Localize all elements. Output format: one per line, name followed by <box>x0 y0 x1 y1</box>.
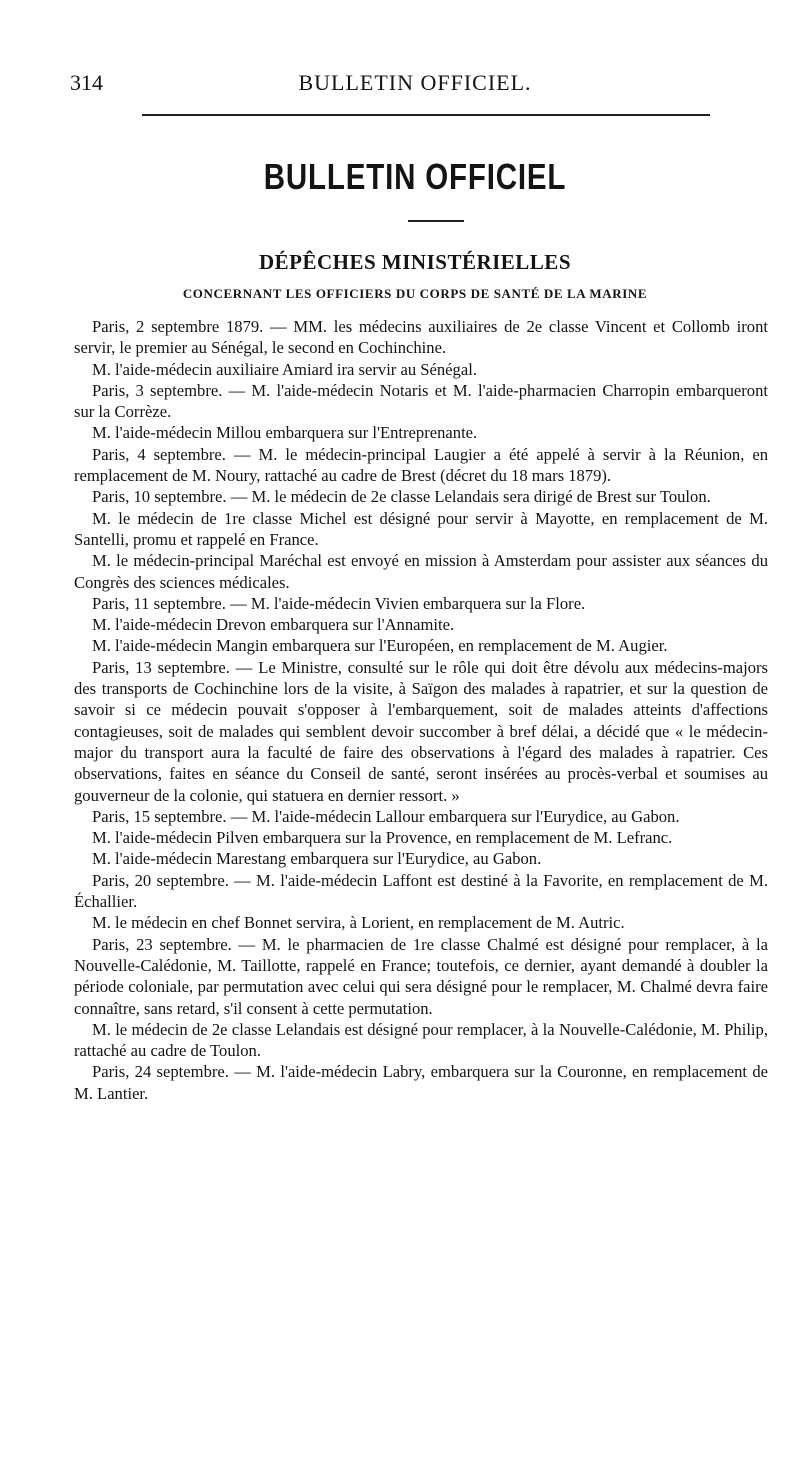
main-title: BULLETIN OFFICIEL <box>263 156 567 197</box>
paragraph: Paris, 2 septembre 1879. — MM. les médecins auxiliaires de 2e classe Vincent et Collomb iront servir, le premier au Sénégal, le second en Cochinchine. <box>74 317 768 358</box>
paragraph: Paris, 11 septembre. — M. l'aide-médecin Vivien embarquera sur la Flore. <box>92 593 586 613</box>
paragraph: M. l'aide-médecin auxiliaire Amiard ira servir au Sénégal. <box>92 359 477 379</box>
paragraph: M. le médecin de 1re classe Michel est désigné pour servir à Mayotte, en remplacement de M. Santelli, promu et rappelé en France. <box>74 508 768 549</box>
paragraph: M. le médecin en chef Bonnet servira, à Lorient, en remplacement de M. Autric. <box>92 913 625 933</box>
paragraph: M. l'aide-médecin Marestang embarquera sur l'Eurydice, au Gabon. <box>92 849 542 869</box>
body-text <box>74 316 768 1104</box>
paragraph: Paris, 23 septembre. — M. le pharmacien de 1re classe Chalmé est désigné pour remplacer, à la Nouvelle-Calédonie, M. Taillotte, rappelé en France; toutefois, ce dernier, ayant demandé à doubler la période coloniale, par permutation avec celui qui sera désigné pour le remplacer, M. Chalmé devra faire connaître, sans retard, s'il consent à cette permutation. <box>74 934 768 1018</box>
page-number: 314 <box>70 70 103 95</box>
paragraph: M. l'aide-médecin Mangin embarquera sur l'Européen, en remplacement de M. Augier. <box>92 636 668 656</box>
paragraph: M. l'aide-médecin Drevon embarquera sur l'Annamite. <box>92 615 455 635</box>
paragraph: Paris, 24 septembre. — M. l'aide-médecin Labry, embarquera sur la Couronne, en remplacement de M. Lantier. <box>74 1062 768 1103</box>
paragraph: M. le médecin-principal Maréchal est envoyé en mission à Amsterdam pour assister aux séances du Congrès des sciences médicales. <box>74 551 768 592</box>
section-subtitle: CONCERNANT LES OFFICIERS DU CORPS DE SANTÉ DE LA MARINE <box>182 286 648 301</box>
paragraph: Paris, 4 septembre. — M. le médecin-principal Laugier a été appelé à servir à la Réunion, en remplacement de M. Noury, rattaché au cadre de Brest (décret du 18 mars 1879). <box>74 444 768 486</box>
paragraph: M. l'aide-médecin Millou embarquera sur l'Entreprenante. <box>92 423 478 443</box>
running-header <box>70 70 760 100</box>
paragraph: M. le médecin de 2e classe Lelandais est désigné pour remplacer, à la Nouvelle-Calédonie, M. Philip, rattaché au cadre de Toulon. <box>74 1019 768 1061</box>
header-rule <box>142 114 710 116</box>
paragraph: Paris, 10 septembre. — M. le médecin de 2e classe Lelandais sera dirigé de Brest sur Toulon. <box>92 487 711 507</box>
running-title: BULLETIN OFFICIEL. <box>298 70 532 95</box>
paragraph: Paris, 15 septembre. — M. l'aide-médecin Lallour embarquera sur l'Eurydice, au Gabon. <box>92 806 680 826</box>
paragraph: Paris, 3 septembre. — M. l'aide-médecin Notaris et M. l'aide-pharmacien Charropin embarqueront sur la Corrèze. <box>74 380 768 422</box>
paragraph: M. l'aide-médecin Pilven embarquera sur la Provence, en remplacement de M. Lefranc. <box>92 828 673 848</box>
title-rule <box>408 220 464 222</box>
paragraph: Paris, 20 septembre. — M. l'aide-médecin Laffont est destiné à la Favorite, en remplacement de M. Échallier. <box>74 870 768 912</box>
paragraph: Paris, 13 septembre. — Le Ministre, consulté sur le rôle qui doit être dévolu aux médecins-majors des transports de Cochinchine lors de la visite, à Saïgon des malades à rapatrier, et sur la question de savoir si ce médecin pouvait s'opposer à l'embarquement, soit de malades atteints d'affections contagieuses, soit de malades qui semblent devoir succomber à bref délai, a décidé que « le médecin-major du transport aura la faculté de faire des observations à l'égard des malades à rapatrier. Ces observations, faites en séance du Conseil de santé, seront insérées au procès-verbal et soumises au gouverneur de la colonie, qui statuera en dernier ressort. » <box>74 657 768 805</box>
section-title: DÉPÊCHES MINISTÉRIELLES <box>258 250 571 274</box>
